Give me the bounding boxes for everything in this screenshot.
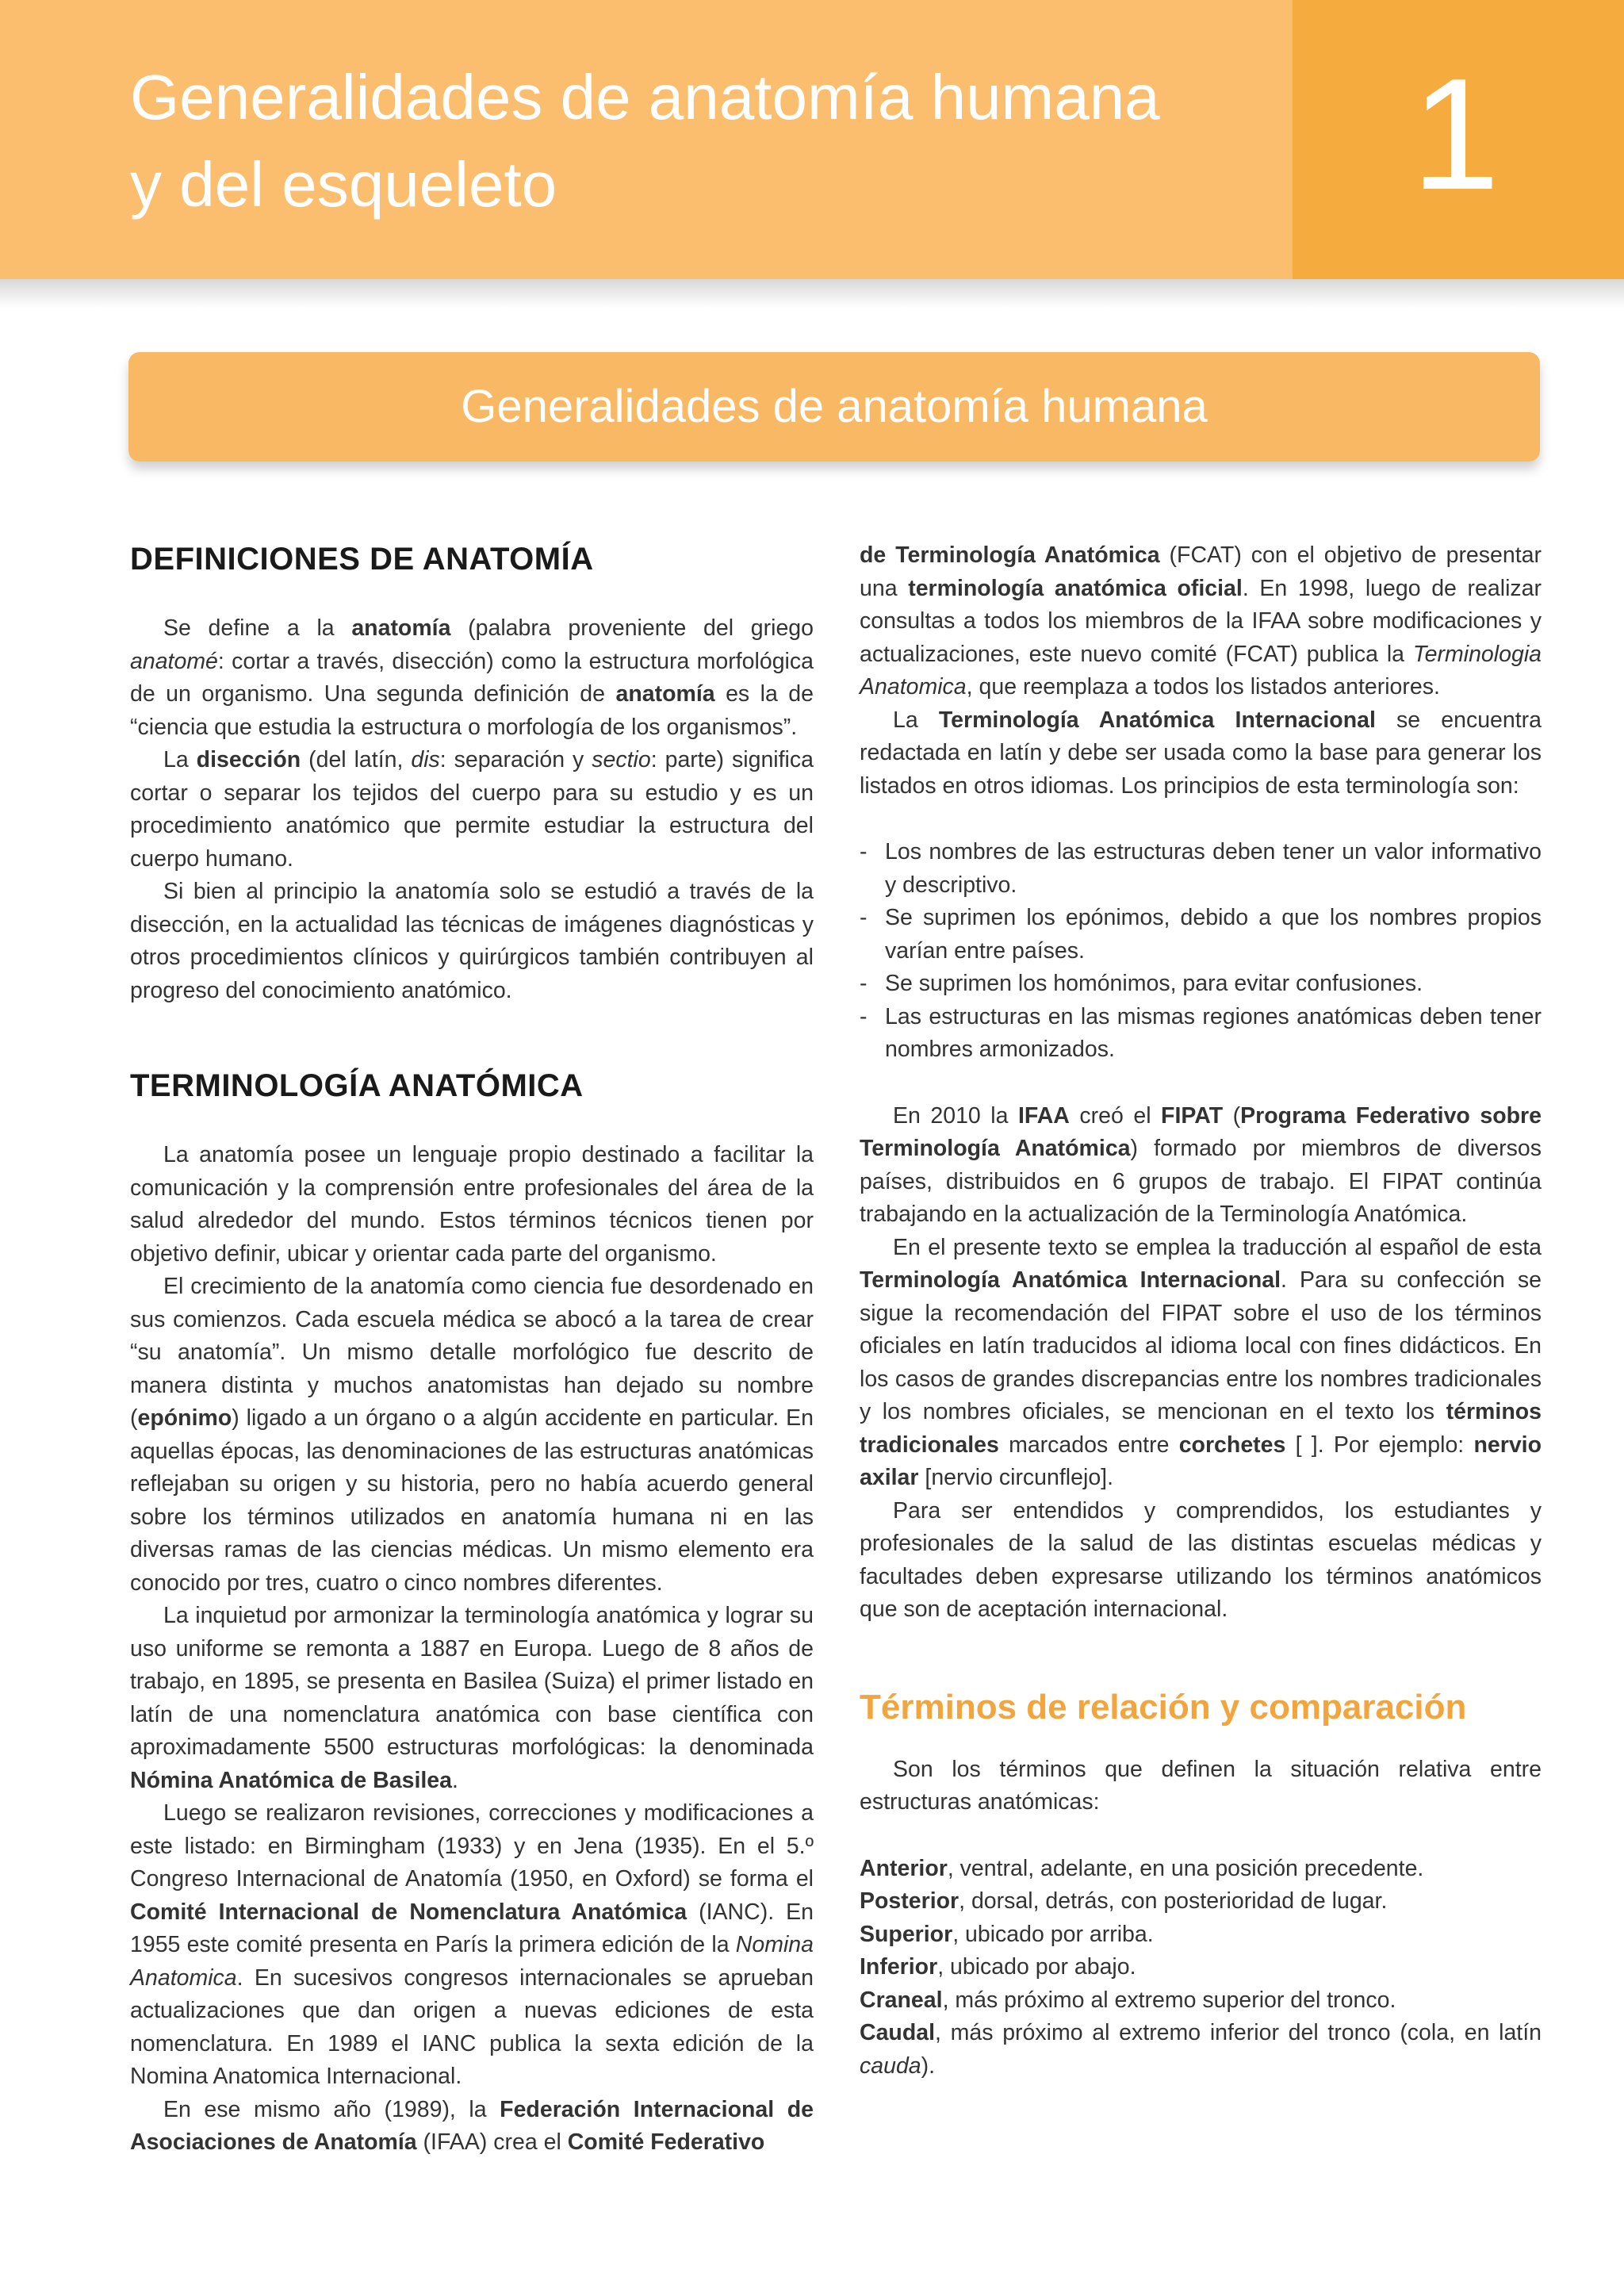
term-superior: Superior, ubicado por arriba. bbox=[860, 1921, 1154, 1947]
paragraph-revisiones: Luego se realizaron revisiones, correcciones y modificaciones a este listado: en Birmingham (1933) y en Jena (1935). En el 5.º Congreso Internacional de Anatomía (1950, en Oxford) se forma el Comité Internacional de Nomenclatura Anatómica (IANC). En 1955 este comité presenta en París la primera edición de la Nomina Anatomica. En sucesivos congresos internacionales se aprueban actualizaciones que dan origen a nuevas ediciones de esta nomenclatura. En 1989 el IANC publica la sexta edición de la Nomina Anatomica Internacional. bbox=[130, 1800, 814, 2089]
heading-definiciones: DEFINICIONES DE ANATOMÍA bbox=[130, 542, 594, 577]
list-item: - Las estructuras en las mismas regiones anatómicas deben tener nombres armonizados. bbox=[860, 1003, 1542, 1062]
term-caudal: Caudal, más próximo al extremo inferior del tronco (cola, en latín cauda). bbox=[860, 2020, 1542, 2079]
paragraph-fcat: de Terminología Anatómica (FCAT) con el objetivo de presentar una terminología anatómica oficial. En 1998, luego de realizar consultas a todos los miembros de la IFAA sobre modificaciones y actualizaciones, este nuevo comité (FCAT) publica la Terminologia Anatomica, que reemplaza a todos los listados anteriores. bbox=[860, 542, 1542, 700]
term-inferior: Inferior, ubicado por abajo. bbox=[860, 1954, 1136, 1980]
list-item: - Se suprimen los homónimos, para evitar confusiones. bbox=[860, 971, 1423, 996]
left-column bbox=[130, 539, 814, 2160]
paragraph-diseccion: La disección (del latín, dis: separación y sectio: parte) significa cortar o separar los tejidos del cuerpo para su estudio y es un procedimiento anatómico que permite estudiar la estructura del cuerpo humano. bbox=[130, 747, 814, 872]
paragraph-definicion-anatomia: Se define a la anatomía (palabra proveniente del griego anatomé: cortar a través, disección) como la estructura morfológica de un organismo. Una segunda definición de anatomía es la de “ciencia que estudia la estructura o morfología de los organismos”. bbox=[130, 615, 814, 740]
paragraph-fipat: En 2010 la IFAA creó el FIPAT (Programa Federativo sobre Terminología Anatómica) formado por miembros de diversos países, distribuidos en 6 grupos de trabajo. El FIPAT continúa trabajando en la actualización de la Terminología Anatómica. bbox=[860, 1102, 1542, 1227]
paragraph-imagenes: Si bien al principio la anatomía solo se estudió a través de la disección, en la actualidad las técnicas de imágenes diagnósticas y otros procedimientos clínicos y quirúrgicos también contribuyen al progreso del conocimiento anatómico. bbox=[130, 879, 814, 1003]
paragraph-federacion: En ese mismo año (1989), la Federación Internacional de Asociaciones de Anatomía (IFAA) crea el Comité Federativo bbox=[130, 2096, 814, 2155]
paragraph-terminologia-internacional: La Terminología Anatómica Internacional se encuentra redactada en latín y debe ser usada como la base para generar los listados en otros idiomas. Los principios de esta terminología son: bbox=[860, 707, 1542, 799]
paragraph-aceptacion: Para ser entendidos y comprendidos, los estudiantes y profesionales de la salud de las distintas escuelas médicas y facultades deben expresarse utilizando los términos anatómicos que son de aceptación internacional. bbox=[860, 1497, 1542, 1622]
principles-list bbox=[860, 836, 1542, 1067]
terms-list bbox=[860, 1853, 1542, 2083]
term-posterior: Posterior, dorsal, detrás, con posterioridad de lugar. bbox=[860, 1888, 1388, 1914]
term-anterior: Anterior, ventral, adelante, en una posición precedente. bbox=[860, 1855, 1424, 1881]
paragraph-crecimiento: El crecimiento de la anatomía como ciencia fue desordenado en sus comienzos. Cada escuela médica se abocó a la tarea de crear “su anatomía”. Un mismo detalle morfológico fue descrito de manera distinta y muchos anatomistas han dejado su nombre (epónimo) ligado a un órgano o a algún accidente en particular. En aquellas épocas, las denominaciones de las estructuras anatómicas reflejaban su origen y su historia, pero no había acuerdo general sobre los términos utilizados en anatomía humana ni en las diversas ramas de las ciencias médicas. Un mismo elemento era conocido por tres, cuatro o cinco nombres diferentes. bbox=[130, 1274, 814, 1596]
header-shadow bbox=[0, 279, 1624, 308]
paragraph-lenguaje: La anatomía posee un lenguaje propio destinado a facilitar la comunicación y la comprensión entre profesionales del área de la salud alrededor del mundo. Estos términos técnicos tienen por objetivo definir, ubicar y orientar cada parte del organismo. bbox=[130, 1142, 814, 1267]
chapter-title bbox=[130, 54, 1240, 228]
chapter-number: 1 bbox=[1411, 46, 1500, 223]
term-craneal: Craneal, más próximo al extremo superior del tronco. bbox=[860, 1987, 1396, 2013]
list-item: - Se suprimen los epónimos, debido a que los nombres propios varían entre países. bbox=[860, 905, 1542, 964]
heading-terminos-relacion: Términos de relación y comparación bbox=[860, 1687, 1467, 1727]
paragraph-terminos-intro: Son los términos que definen la situación relativa entre estructuras anatómicas: bbox=[860, 1756, 1542, 1815]
chapter-title-line2: y del esqueleto bbox=[130, 149, 557, 220]
list-item: - Los nombres de las estructuras deben tener un valor informativo y descriptivo. bbox=[860, 839, 1542, 898]
paragraph-basilea: La inquietud por armonizar la terminología anatómica y lograr su uso uniforme se remonta a 1887 en Europa. Luego de 8 años de trabajo, en 1895, se presenta en Basilea (Suiza) el primer listado en latín de una nomenclatura anatómica con base científica con aproximadamente 5500 estructuras morfológicas: la denominada Nómina Anatómica de Basilea. bbox=[130, 1603, 814, 1793]
chapter-title-line1: Generalidades de anatomía humana bbox=[130, 62, 1160, 132]
section-banner-title: Generalidades de anatomía humana bbox=[461, 381, 1208, 432]
chapter-header bbox=[0, 0, 1624, 279]
heading-terminologia: TERMINOLOGÍA ANATÓMICA bbox=[130, 1068, 584, 1103]
right-column bbox=[860, 539, 1542, 2083]
section-banner bbox=[128, 352, 1540, 462]
paragraph-traduccion: En el presente texto se emplea la traducción al español de esta Terminología Anatómica Internacional. Para su confección se sigue la recomendación del FIPAT sobre el uso de los términos oficiales en latín traducidos al idioma local con fines didácticos. En los casos de grandes discrepancias entre los nombres tradicionales y los nombres oficiales, se mencionan en el texto los términos tradicionales marcados entre corchetes [ ]. Por ejemplo: nervio axilar [nervio circunflejo]. bbox=[860, 1234, 1542, 1490]
